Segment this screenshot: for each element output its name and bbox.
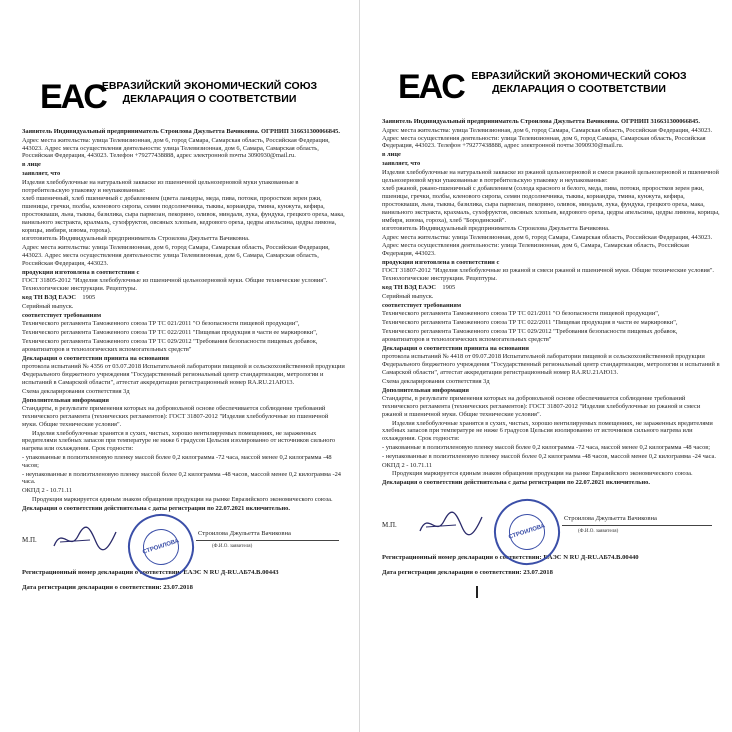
- declaration-body: [22, 128, 345, 514]
- shelf-life-unpacked: - неупакованные в полиэтиленовую пленку массой более 0,2 килограмма -48 часов, массой менее 0,2 килограмма -24 часа.: [22, 470, 341, 486]
- product-description: Изделия хлебобулочные на натуральной закваске из ржаной цельнозерновой и смеси ржаной цельнозерновой и пшеничной цельнозерновой муки упакованные в потребительскую упаковку и неупакованные:: [382, 168, 719, 184]
- conformity-label: продукция изготовлена в соответствии с: [22, 268, 140, 276]
- header-union: ЕВРАЗИЙСКИЙ ЭКОНОМИЧЕСКИЙ СОЮЗ: [471, 70, 687, 82]
- header-title: ДЕКЛАРАЦИЯ О СООТВЕТСТВИИ: [492, 83, 666, 95]
- signature-block: [366, 505, 732, 577]
- header-union: ЕВРАЗИЙСКИЙ ЭКОНОМИЧЕСКИЙ СОЮЗ: [101, 80, 318, 92]
- extra-info: Стандарты, в результате применения которых на добровольной основе обеспечивается соблюдение требований технического регламента (технических регламентов): ГОСТ 31807-2012 "Изделия хлебобулочные из ржаной и смеси ржаной и пшеничной муки. Общие технические условия".: [382, 395, 701, 418]
- scan-mark: [476, 586, 478, 598]
- company-stamp: СТРОИЛОВА: [119, 505, 202, 588]
- code-value: 1905: [442, 283, 456, 291]
- shelf-life-unpacked: - неупакованные в полиэтиленовую пленку массой более 0,2 килограмма -48 часов, массой менее 0,2 килограмма -24 часа.: [382, 452, 716, 460]
- applicant-address: Адрес места жительства: улица Телевизионная, дом 6, город Самара, Самарская область, Российская Федерация, 443023. Адрес места осуществления деятельности: улица Телевизионная, дом 6, город Самара, Самарская область, Российская Федерация, 443023. Телефон +79277438888, адрес электронной почты 3090930@mail.ru.: [382, 126, 713, 150]
- tn-ved-code: [382, 284, 720, 292]
- product-list: хлеб пшеничный, хлеб пшеничный с добавлением (цвета ланцеры, меда, пива, потоки, проростков зерен ржи, пшеницы, гречки, полбы, кленового сиропа, семян подсолнечника, тыквы, кориандра, тмина, кунжута, кефира, простокваши, льна, тыквы, базилика, сыра пармезан, пекорино, оливок, миндаля, лука, фундука, грецкого ореха, мака, ванильного экстракта, кралмаль, сухофруктов, овсяных хлопьев, кедрового ореха, цедры апельсина, цедры лимона, корицы, имбиря, изюма, гороха).: [22, 195, 345, 234]
- registration-number: Регистрационный номер декларации о соответствии: ЕАЭС N RU Д-RU.АБ74.В.00443: [22, 569, 279, 576]
- declaration-page-1: [0, 0, 360, 732]
- code-label: код ТН ВЭД ЕАЭС: [382, 283, 436, 291]
- person-label: в лице: [22, 161, 41, 169]
- person-label: в лице: [382, 151, 401, 159]
- applicant: Заявитель Индивидуальный предприниматель Строилова Джульетта Вачиковна. ОГРНИП 316631300066845.: [382, 118, 700, 125]
- gost-reference: ГОСТ 31807-2012 "Изделия хлебобулочные из ржаной и смеси ржаной и пшеничной муки. Общие технические условия". Технологические инструкции. Рецептуры.: [382, 267, 715, 283]
- basis-text: протокола испытаний № 4418 от 09.07.2018 Испытательной лаборатории пищевой и сельскохозяйственной продукции Федерального бюджетного учреждения "Государственный региональный центр стандартизации, метрологии и испытаний в Самарской области", аттестат аккредитации регистрационный номер RA.RU.21АЮ13.: [382, 353, 720, 376]
- requirements-label: соответствует требованиям: [382, 301, 462, 309]
- product-description: Изделия хлебобулочные на натуральной закваске из пшеничной цельнозерновой муки упакованные в потребительскую упаковку и неупакованные:: [22, 178, 299, 194]
- declaration-page-2: [366, 0, 732, 732]
- requirement-1: Технического регламента Таможенного союза ТР ТС 021/2011 "О безопасности пищевой продукции",: [22, 320, 300, 328]
- tn-ved-code: [22, 294, 345, 302]
- seal-placeholder: М.П.: [382, 521, 397, 529]
- extra-info-label: Дополнительная информация: [382, 386, 469, 394]
- basis-label: Декларация о соответствии принята на основании: [22, 354, 169, 362]
- document-header: [70, 80, 349, 106]
- registration-date: Дата регистрации декларации о соответствии: 23.07.2018: [382, 569, 553, 576]
- requirements-label: соответствует требованиям: [22, 311, 102, 319]
- document-header: [436, 70, 722, 96]
- signer-name: Строилова Джульетта Вачиковна: [198, 530, 291, 537]
- okpd-code: ОКПД 2 - 10.71.11: [22, 487, 73, 495]
- marking-note: Продукция маркируется единым знаком обращения продукции на рынке Евразийского экономического союза.: [32, 496, 333, 504]
- storage-conditions: Изделия хлебобулочные хранятся в сухих, чистых, хорошо вентилируемых помещениях, не зараженных вредителями хлебных запасов при температуре не ниже 6 градусов Цельсия изолированно от источников сильного нагрева или охлаждения. Срок годности:: [22, 429, 336, 453]
- basis-text: протокола испытаний № 4356 от 03.07.2018 Испытательной лаборатории пищевой и сельскохозяйственной продукции Федерального бюджетного учреждения "Государственный региональный центр стандартизации, метрологии и испытаний в Самарской области", аттестат аккредитации регистрационный номер RA.RU.21АЮ13.: [22, 363, 345, 386]
- code-value: 1905: [82, 293, 96, 301]
- validity: Декларация о соответствии действительна с даты регистрации по 22.07.2021 включительно.: [22, 504, 290, 512]
- signature-block: [0, 520, 359, 592]
- handwritten-signature: [416, 509, 486, 539]
- scheme: Схема декларирования соответствия 3д: [22, 387, 130, 395]
- signer-name: Строилова Джульетта Вачиковна: [564, 515, 657, 522]
- basis-label: Декларация о соответствии принята на основании: [382, 344, 529, 352]
- okpd-code: ОКПД 2 - 10.71.11: [382, 461, 433, 469]
- declares-label: заявляет, что: [22, 169, 61, 177]
- signature-line: [562, 525, 712, 526]
- eac-logo: EAC: [398, 68, 464, 106]
- extra-info-label: Дополнительная информация: [22, 396, 109, 404]
- applicant-address: Адрес места жительства: улица Телевизионная, дом 6, город Самара, Самарская область, Российская Федерация, 443023. Адрес места осуществления деятельности: улица Телевизионная, дом 6, Самара, Самарская область, Российская Федерация, 443023. Телефон +79277438888, адрес электронной почты 3090930@mail.ru.: [22, 136, 330, 160]
- conformity-label: продукция изготовлена в соответствии с: [382, 258, 500, 266]
- storage-conditions: Изделия хлебобулочные хранятся в сухих, чистых, хорошо вентилируемых помещениях, не зараженных вредителями хлебных запасов при температуре не ниже 6 градусов Цельсия изолированно от источников сильного нагрева или охлаждения. Срок годности:: [382, 419, 713, 443]
- product-list: хлеб ржаной, ржано-пшеничный с добавлением (солода красного и белого, меда, пива, потоки, проростков зерен ржи, пшеницы, гречки, полбы, кленового сиропа, семян подсолнечника, тыквы, кориандра, тмина, кунжута, кефира, простокваши, льна, тыквы, базилика, сыра пармезан, пекорино, оливок, миндаля, лука, фундука, грецкого ореха, мака, ванильного экстракта, крахмаль, сухофруктов, овсяных хлопьев, кедрового ореха, цедры апельсина, цедры лимона, корицы, имбиря, изюма, гороха), хлеб "Бородинский".: [382, 185, 720, 224]
- gost-reference: ГОСТ 31805-2012 "Изделия хлебобулочные из пшеничной цельнозерновой муки. Общие технические условия". Технологические инструкции. Рецептуры.: [22, 277, 328, 293]
- requirement-2: Технического регламента Таможенного союза ТР ТС 022/2011 "Пищевая продукция в части ее маркировки",: [382, 319, 678, 327]
- fio-caption: (Ф.И.О. заявителя): [212, 544, 253, 549]
- company-stamp: СТРОИЛОВА: [485, 490, 568, 573]
- extra-info: Стандарты, в результате применения которых на добровольной основе обеспечивается соблюдение требований технического регламента (технических регламентов): ГОСТ 31807-2012 "Изделия хлебобулочные из пшеничной муки. Общие технические условия".: [22, 405, 329, 428]
- manufacturer: изготовитель Индивидуальный предприниматель Строилова Джульетта Вачиковна.: [382, 225, 610, 233]
- declares-label: заявляет, что: [382, 159, 421, 167]
- registration-date: Дата регистрации декларации о соответствии: 23.07.2018: [22, 584, 193, 591]
- series: Серийный выпуск.: [382, 292, 434, 300]
- handwritten-signature: [50, 524, 120, 554]
- shelf-life-packed: - упакованные в полиэтиленовую пленку массой более 0,2 килограмма -72 часа, массой менее 0,2 килограмма -48 часов;: [22, 454, 332, 469]
- seal-placeholder: М.П.: [22, 536, 37, 544]
- requirement-3: Технического регламента Таможенного союза ТР ТС 029/2012 "Требования безопасности пищевых добавок, ароматизаторов и технологических вспомогательных средств": [22, 337, 318, 353]
- manufacturer-address: Адрес места жительства: улица Телевизионная, дом 6, город Самара, Самарская область, Российская Федерация, 443023. Адрес места осуществления деятельности: улица Телевизионная, дом 6, Самара, Самарская область, Российская Федерация, 443023.: [382, 234, 713, 257]
- code-label: код ТН ВЭД ЕАЭС: [22, 293, 76, 301]
- marking-note: Продукция маркируется единым знаком обращения продукции на рынке Евразийского экономического союза.: [392, 470, 693, 478]
- validity: Декларация о соответствии действительна с даты регистрации по 22.07.2021 включительно.: [382, 479, 650, 487]
- registration-number: Регистрационный номер декларации о соответствии: ЕАЭС N RU Д-RU.АБ74.В.00440: [382, 554, 639, 561]
- shelf-life-packed: - упакованные в полиэтиленовую пленку массой более 0,2 килограмма -72 часа, массой менее 0,2 килограмма -48 часов;: [382, 444, 711, 452]
- requirement-1: Технического регламента Таможенного союза ТР ТС 021/2011 "О безопасности пищевой продукции",: [382, 310, 660, 318]
- eac-logo: EAC: [40, 78, 106, 116]
- requirement-2: Технического регламента Таможенного союза ТР ТС 022/2011 "Пищевая продукция в части ее маркировки",: [22, 329, 318, 337]
- manufacturer: изготовитель Индивидуальный предприниматель Строилова Джульетта Вачиковна.: [22, 235, 250, 243]
- manufacturer-address: Адрес места жительства: улица Телевизионная, дом 6, город Самара, Самарская область, Российская Федерация, 443023. Адрес места осуществления деятельности: улица Телевизионная, дом 6, Самара, Самарская область, Российская Федерация, 443023.: [22, 244, 330, 267]
- declaration-body: [382, 118, 720, 488]
- series: Серийный выпуск.: [22, 302, 74, 310]
- fio-caption: (Ф.И.О. заявителя): [578, 529, 619, 534]
- applicant: Заявитель Индивидуальный предприниматель Строилова Джульетта Вачиковна. ОГРНИП 316631300066845.: [22, 128, 340, 135]
- requirement-3: Технического регламента Таможенного союза ТР ТС 029/2012 "Требования безопасности пищевых добавок, ароматизаторов и технологических вспомогательных средств": [382, 327, 678, 343]
- scheme: Схема декларирования соответствия 3д: [382, 377, 490, 385]
- signature-line: [196, 540, 339, 541]
- header-title: ДЕКЛАРАЦИЯ О СООТВЕТСТВИИ: [122, 93, 297, 105]
